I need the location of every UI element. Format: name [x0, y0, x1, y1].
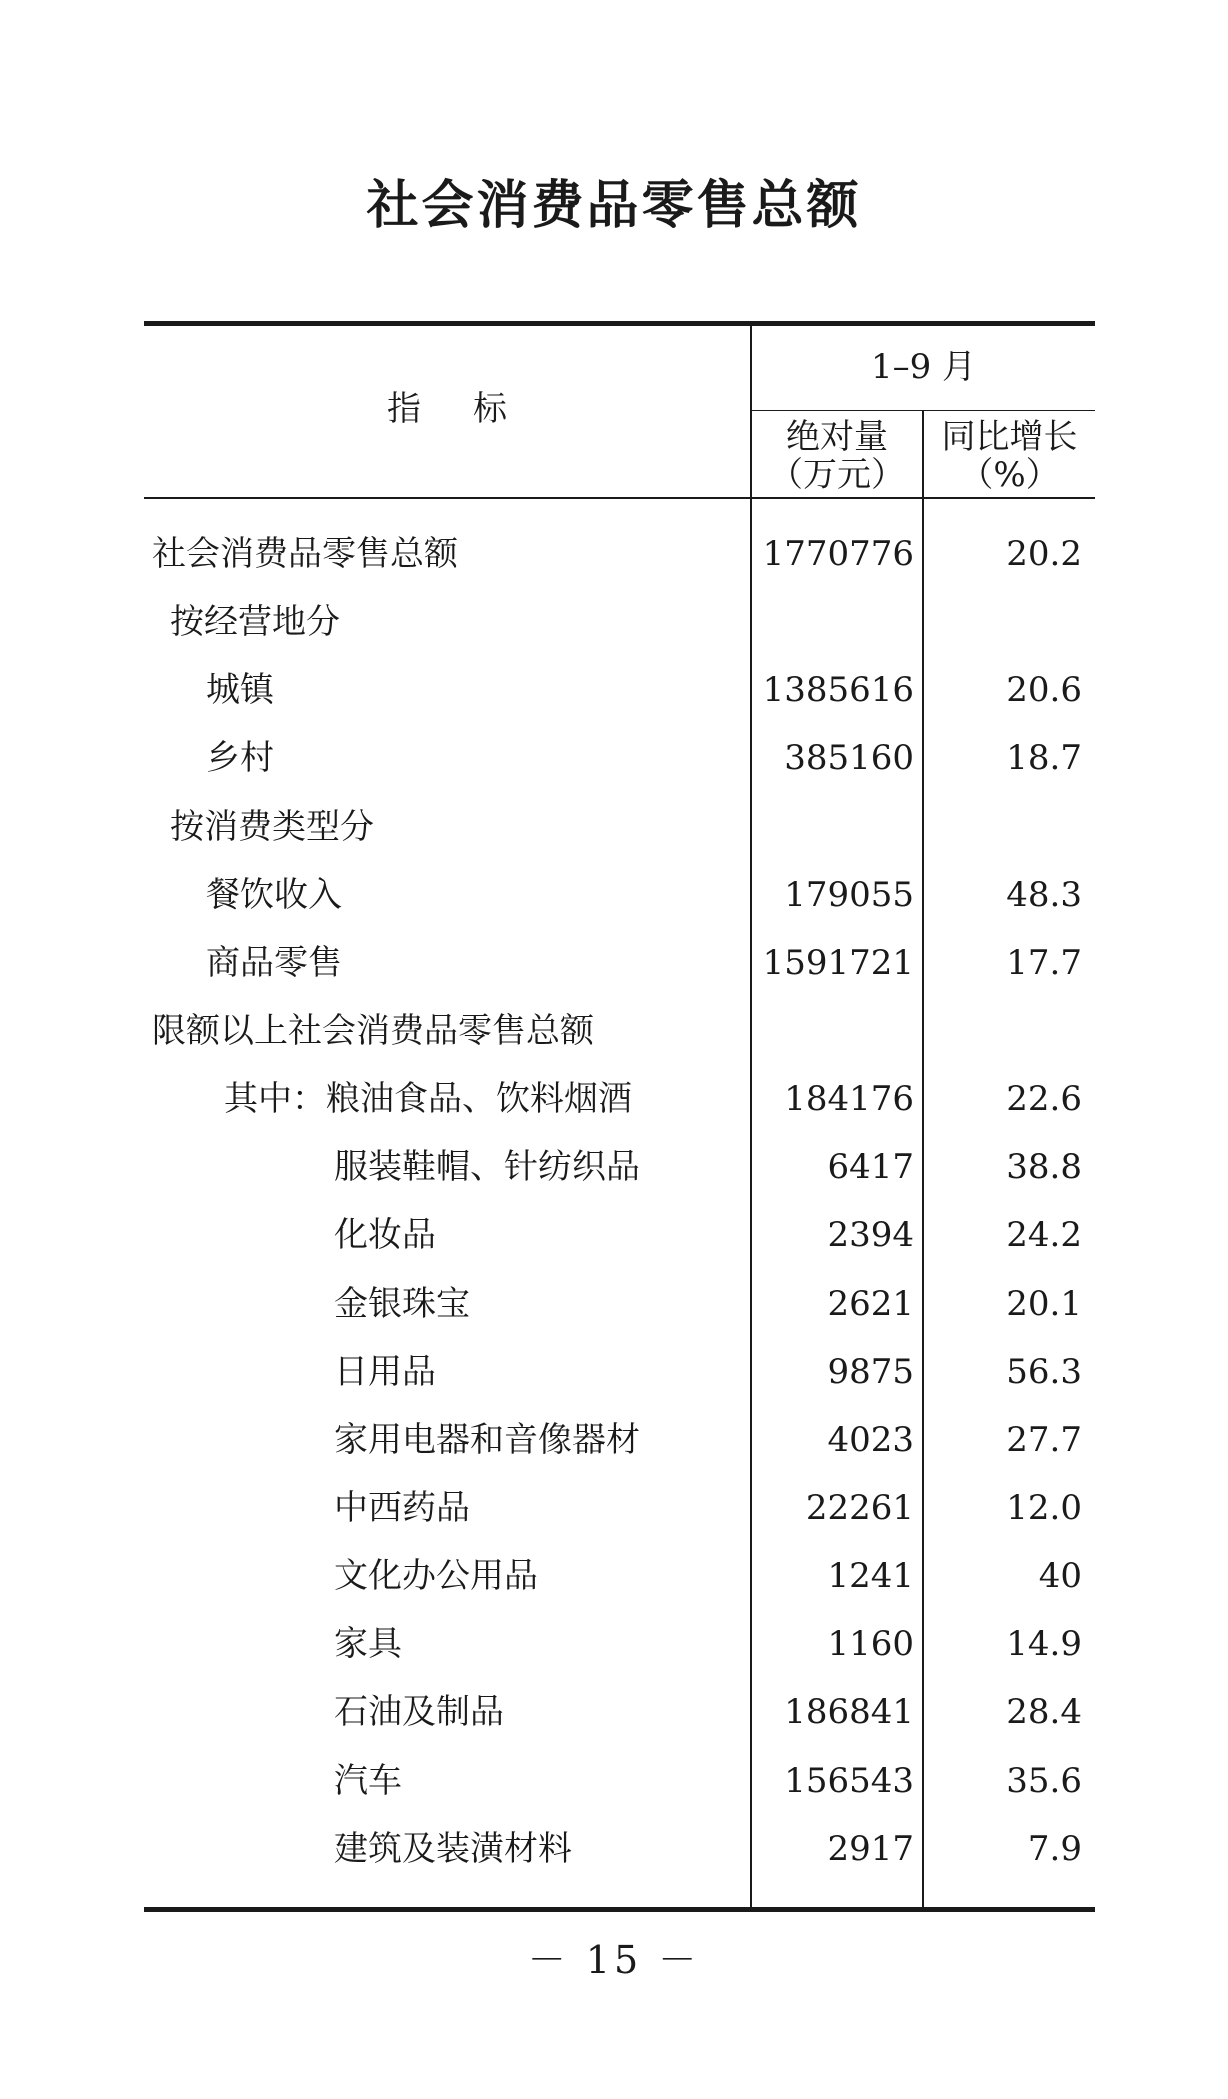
row-label: 石油及制品: [334, 1692, 504, 1733]
row-growth-value: 48.3: [1006, 874, 1082, 915]
row-label: 其中：粮油食品、饮料烟酒: [224, 1079, 632, 1120]
row-label: 化妆品: [334, 1215, 436, 1256]
row-growth-value: 20.2: [1006, 534, 1082, 574]
table-row: [0, 732, 1228, 800]
table-bottom-rule: [144, 1907, 1095, 1912]
header-growth: [924, 418, 1095, 494]
row-label: 乡村: [206, 738, 274, 779]
row-growth-value: 40: [1038, 1556, 1082, 1597]
table-row: [0, 801, 1228, 869]
table-row: [0, 1414, 1228, 1482]
header-period: 1–9 月: [870, 347, 977, 387]
row-label: 汽车: [334, 1760, 402, 1801]
row-growth-value: 27.7: [1006, 1419, 1082, 1460]
header-growth-unit: （%）: [959, 455, 1060, 495]
row-absolute-value: 6417: [827, 1147, 914, 1188]
row-growth-value: 56.3: [1006, 1351, 1082, 1392]
row-absolute-value: 1241: [827, 1556, 914, 1597]
row-label: 商品零售: [206, 942, 342, 983]
row-absolute-value: 1591721: [762, 942, 914, 983]
header-growth-line1: 同比增长: [941, 417, 1078, 457]
row-label: 家用电器和音像器材: [334, 1419, 640, 1460]
row-label: 社会消费品零售总额: [152, 534, 458, 574]
row-label: 限额以上社会消费品零售总额: [152, 1010, 594, 1051]
row-growth-value: 17.7: [1006, 942, 1082, 983]
header-absolute: [752, 418, 922, 494]
table-row: [0, 664, 1228, 732]
row-absolute-value: 4023: [827, 1419, 914, 1460]
table-row: [0, 1209, 1228, 1277]
page-number: － 15 －: [527, 1938, 701, 1982]
row-growth-value: 28.4: [1006, 1692, 1082, 1733]
row-absolute-value: 186841: [784, 1692, 914, 1733]
row-growth-value: 24.2: [1006, 1215, 1082, 1256]
row-growth-value: 14.9: [1006, 1624, 1082, 1665]
header-absolute-line1: 绝对量: [786, 417, 888, 457]
page-title: 社会消费品零售总额: [366, 176, 862, 236]
header-indicator: 指标: [387, 389, 559, 429]
row-label: 城镇: [206, 670, 274, 711]
row-absolute-value: 156543: [784, 1760, 914, 1801]
row-absolute-value: 2621: [827, 1283, 914, 1324]
table-header-rule: [144, 497, 1095, 499]
row-absolute-value: 22261: [805, 1487, 914, 1528]
table-row: [0, 1141, 1228, 1209]
row-growth-value: 20.1: [1006, 1283, 1082, 1324]
row-absolute-value: 1385616: [762, 670, 914, 711]
row-growth-value: 18.7: [1006, 738, 1082, 779]
row-label: 金银珠宝: [334, 1283, 470, 1324]
table-row: [0, 869, 1228, 937]
row-absolute-value: 179055: [784, 874, 914, 915]
row-label: 按经营地分: [170, 602, 340, 643]
row-label: 家具: [334, 1624, 402, 1665]
table-row: [0, 1073, 1228, 1141]
row-label: 按消费类型分: [170, 806, 374, 847]
row-absolute-value: 184176: [784, 1079, 914, 1120]
row-absolute-value: 2917: [827, 1828, 914, 1869]
row-label: 服装鞋帽、针纺织品: [334, 1147, 640, 1188]
row-absolute-value: 1770776: [762, 534, 914, 574]
table-row: [0, 1278, 1228, 1346]
table-row: [0, 1618, 1228, 1686]
table-row: [0, 1550, 1228, 1618]
row-growth-value: 22.6: [1006, 1079, 1082, 1120]
row-growth-value: 35.6: [1006, 1760, 1082, 1801]
row-growth-value: 20.6: [1006, 670, 1082, 711]
table-row: [0, 937, 1228, 1005]
table-row: [0, 528, 1228, 596]
table-top-rule: [144, 321, 1095, 326]
row-label: 餐饮收入: [206, 874, 342, 915]
table-row: [0, 1686, 1228, 1754]
row-absolute-value: 385160: [784, 738, 914, 779]
row-growth-value: 38.8: [1006, 1147, 1082, 1188]
header-absolute-unit: （万元）: [769, 455, 905, 495]
row-label: 中西药品: [334, 1487, 470, 1528]
row-absolute-value: 9875: [827, 1351, 914, 1392]
table-row: [0, 1346, 1228, 1414]
row-label: 日用品: [334, 1351, 436, 1392]
table-row: [0, 1005, 1228, 1073]
table-row: [0, 1823, 1228, 1891]
row-growth-value: 12.0: [1006, 1487, 1082, 1528]
row-absolute-value: 2394: [827, 1215, 914, 1256]
table-row: [0, 1755, 1228, 1823]
row-label: 文化办公用品: [334, 1556, 538, 1597]
row-growth-value: 7.9: [1027, 1828, 1082, 1869]
row-absolute-value: 1160: [827, 1624, 914, 1665]
row-label: 建筑及装潢材料: [334, 1828, 572, 1869]
table-body: [0, 528, 1228, 1891]
table-row: [0, 1482, 1228, 1550]
table-row: [0, 596, 1228, 664]
